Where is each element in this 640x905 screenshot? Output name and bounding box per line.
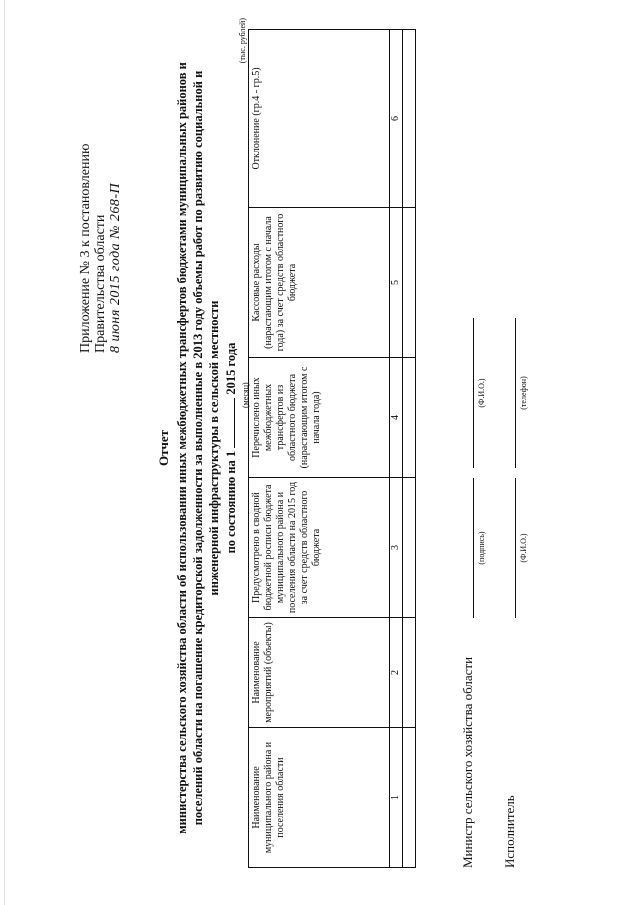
as-of-prefix: по состоянию на 1 [224,450,238,554]
empty-cell [403,30,416,208]
as-of-line [223,18,239,878]
report-table [248,29,416,868]
header-cell: Наименование муниципального района и поселения области [249,728,390,868]
empty-cell [403,478,416,618]
empty-cell [403,618,416,728]
executor-label: Исполнитель [502,795,517,868]
fio-line [460,318,474,468]
phone-line [502,318,516,468]
signature-caption: (подпись) [477,531,486,565]
column-number: 2 [390,618,403,728]
scan-edge-line [4,0,5,905]
signature-line [460,478,474,618]
header-cell: Отклонение (гр.4 - гр.5) [249,30,390,208]
appendix-line-2: Правительства области [93,214,108,353]
month-caption: (месяц) [241,382,250,408]
empty-cell [403,358,416,478]
column-number: 3 [390,478,403,618]
phone-caption: (телефон) [519,376,528,410]
empty-cell [403,208,416,358]
units-label: (тыс. рублей) [238,18,247,64]
column-number: 6 [390,30,403,208]
column-number-row [390,30,403,868]
month-blank [224,398,235,448]
header-cell: Предусмотрено в сводной бюджетной росписи бюджета муниципального района и поселения области на 2015 год за счет средств областного бюджета [249,478,390,618]
column-number: 5 [390,208,403,358]
report-title: Отчет [156,430,171,466]
appendix-line-1: Приложение № 3 к постановлению [78,143,93,353]
as-of-suffix: 2015 года [224,342,238,395]
header-cell: Кассовые расходы (нарастающим итогом с начала года) за счет средств областного бюджета [249,208,390,358]
table-empty-row [403,30,416,868]
appendix-line-3: 8 июня 2015 года № 268-П [108,182,123,353]
minister-label: Министр сельского хозяйства области [460,656,475,868]
empty-cell [403,728,416,868]
rotated-document-sheet [78,18,528,878]
fio-caption: (Ф.И.О.) [477,378,486,408]
column-number: 1 [390,728,403,868]
executor-signature-block [502,28,528,868]
executor-fio-line [502,478,516,618]
executor-fio-caption: (Ф.И.О.) [519,533,528,563]
table-header-row [249,30,390,868]
header-cell: Перечислено иных межбюджетных трансфертов из областного бюджета (нарастающим итогом с начала года) [249,358,390,478]
report-subtitle: министерства сельского хозяйства области об использовании иных межбюджетных трансфертов бюджетами муниципальных районов и поселений области на погашение кредиторской задолженности за выполненные в 2013 году объемы работ по развитию социальной и инженерной инфраструктуры в сельской местности [175,62,221,834]
minister-signature-block [460,28,486,868]
header-cell: Наименование мероприятий (объекты) [249,618,390,728]
column-number: 4 [390,358,403,478]
appendix-note [78,23,123,353]
